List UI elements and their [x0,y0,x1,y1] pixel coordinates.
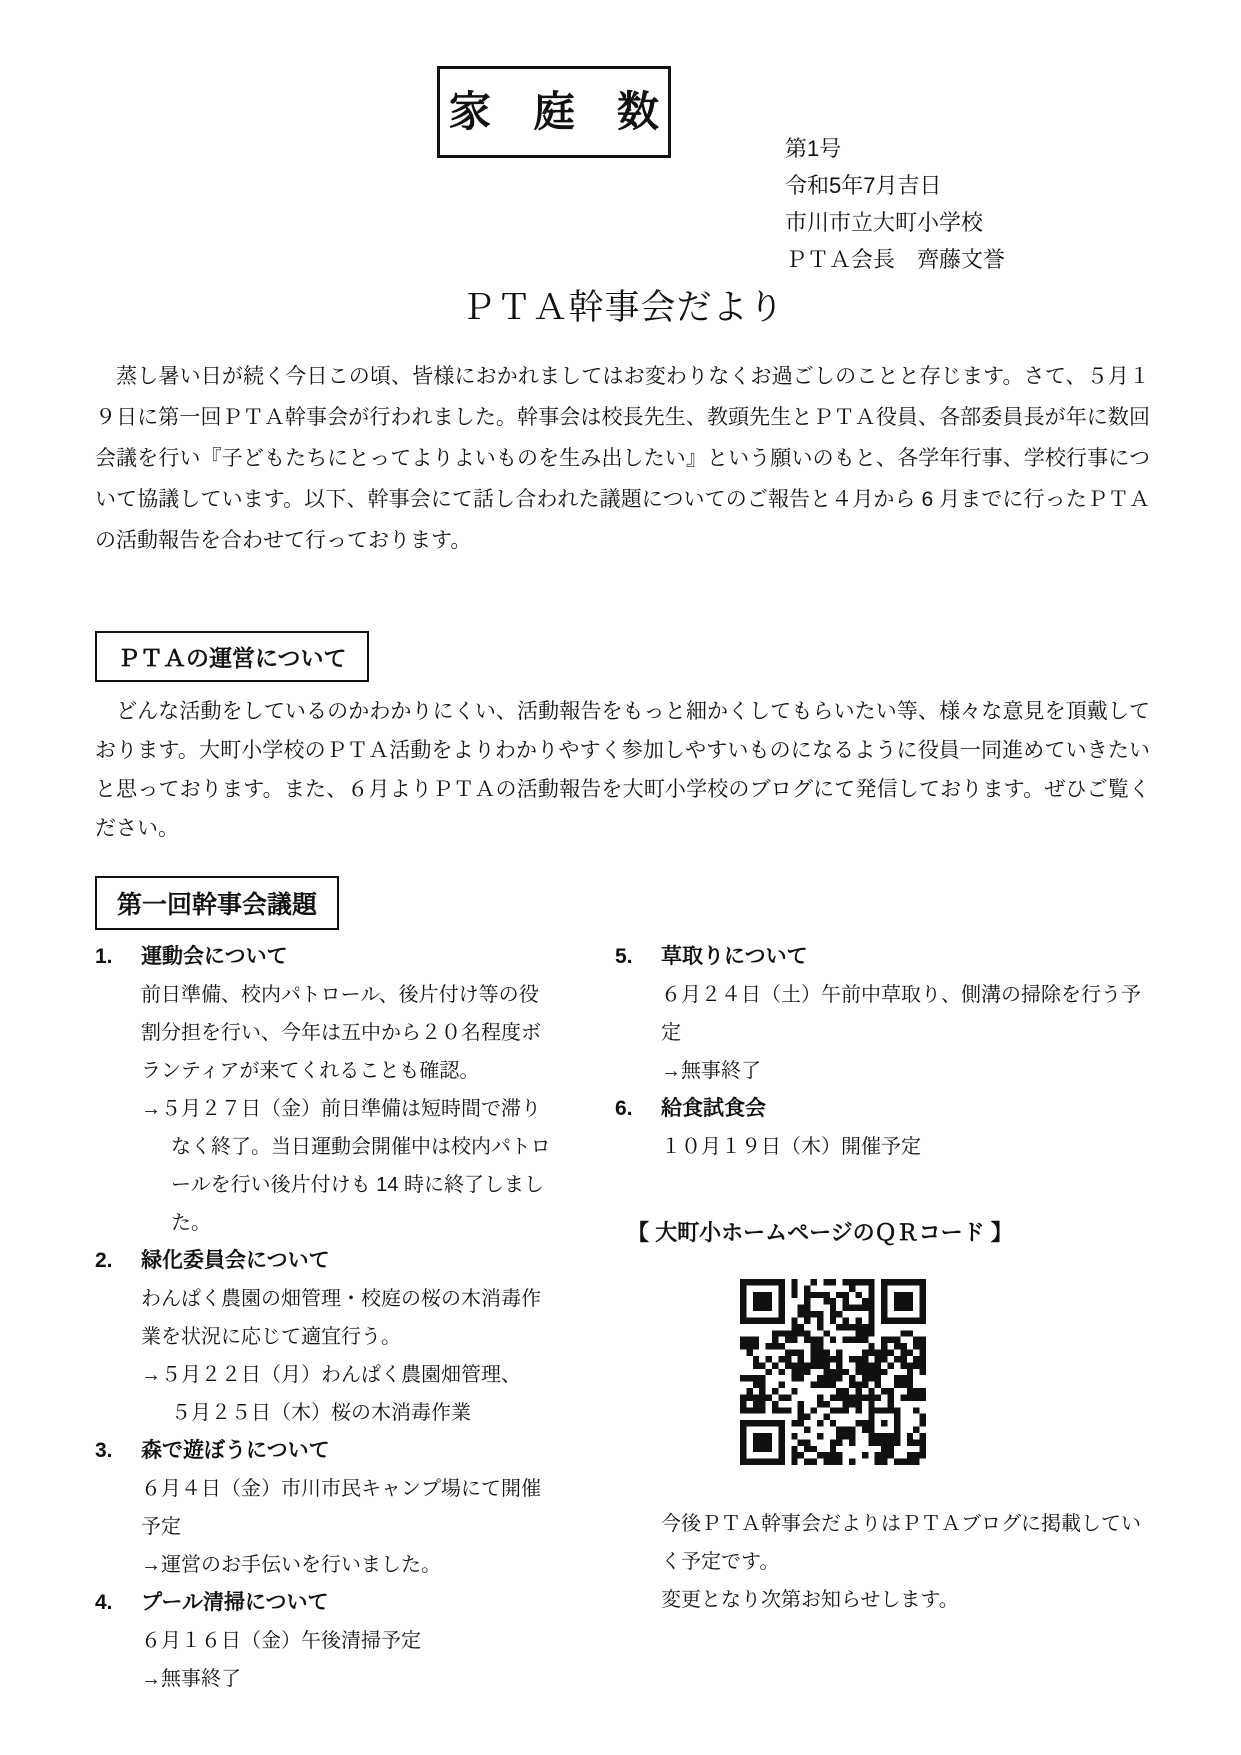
agenda-item-title: 運動会について [141,945,288,968]
distribution-label: 家 庭 数 [437,66,671,158]
school-name: 市川市立大町小学校 [785,210,984,235]
agenda-item-body: わんぱく農園の畑管理・校庭の桜の木消毒作業を状況に応じて適宜行う。 [141,1288,541,1348]
agenda-item-result: →無事終了 [141,1668,241,1690]
agenda-item-body: ６月４日（金）市川市民キャンプ場にて開催予定 [141,1478,541,1538]
agenda-item-1 [95,938,557,1242]
agenda-column-left [95,938,557,1698]
agenda-item-body: 前日準備、校内パトロール、後片付け等の役割分担を行い、今年は五中から２０名程度ボランティアが来てくれることも確認。 [141,984,541,1082]
agenda-item-head [95,1584,557,1622]
agenda-item-title: 緑化委員会について [141,1249,330,1272]
issuer-name: ＰＴＡ会長 齊藤文誉 [785,247,1006,272]
agenda-item-number: 5. [615,945,633,968]
section-heading-pta-management: ＰＴＡの運営について [95,631,369,682]
issue-date: 令和5年7月吉日 [785,173,942,198]
agenda-item-number: 1. [95,945,113,968]
page-content [95,0,1150,1698]
agenda-item-result: →５月２２日（月）わんぱく農園畑管理、 [141,1364,521,1386]
agenda-item-head [615,938,1150,976]
qr-code [740,1279,926,1465]
agenda-item-2 [95,1242,557,1432]
agenda-item-body: ６月２４日（土）午前中草取り、側溝の掃除を行う予定 [661,984,1141,1044]
intro-paragraph: 蒸し暑い日が続く今日この頃、皆様におかれましてはお変わりなくお過ごしのことと存じます。さて、５月１９日に第一回ＰＴＡ幹事会が行われました。幹事会は校長先生、教頭先生とＰＴＡ役員、各部委員長が年に数回会議を行い『子どもたちにとってよりよいものを生み出したい』という願いのもと、各学年行事、学校行事について協議しています。以下、幹事会にて話し合われた議題についてのご報告と４月から 6 月までに行ったＰＴＡの活動報告を合わせて行っております。 [95,365,1150,552]
agenda-item-head [615,1090,1150,1128]
agenda-item-result-continued: ５月２５日（木）桜の木消毒作業 [171,1402,471,1424]
qr-note-line-1: 今後ＰＴＡ幹事会だよりはＰＴＡブログに掲載していく予定です。 [661,1513,1141,1573]
agenda-item-result: →無事終了 [661,1060,761,1082]
agenda-item-3 [95,1432,557,1584]
agenda-item-result: →５月２７日（金）前日準備は短時間で滞りなく終了。当日運動会開催中は校内パトロールを行い後片付けも 14 時に終了しました。 [141,1098,551,1234]
agenda-item-title: 草取りについて [661,945,808,968]
agenda-columns [95,938,1150,1698]
agenda-item-6 [615,1090,1150,1166]
agenda-item-body: ６月１６日（金）午後清掃予定 [141,1630,421,1652]
agenda-item-head [95,1242,557,1280]
agenda-item-number: 3. [95,1439,113,1462]
agenda-item-number: 6. [615,1097,633,1120]
issue-number: 第1号 [785,136,842,161]
pta-management-body: どんな活動をしているのかわかりにくい、活動報告をもっと細かくしてもらいたい等、様々な意見を頂戴しております。大町小学校のＰＴＡ活動をよりわかりやすく参加しやすいものになるように役員一同進めていきたいと思っております。また、６月よりＰＴＡの活動報告を大町小学校のブログにて発信しております。ぜひご覧ください。 [95,700,1150,840]
agenda-item-number: 2. [95,1249,113,1272]
agenda-item-title: 森で遊ぼうについて [141,1439,330,1462]
agenda-item-head [95,1432,557,1470]
agenda-item-title: 給食試食会 [661,1097,766,1120]
agenda-item-body: １０月１９日（木）開催予定 [661,1136,921,1158]
page-title: ＰＴＡ幹事会だより [460,288,785,327]
agenda-item-title: プール清掃について [141,1591,329,1614]
agenda-item-number: 4. [95,1591,113,1614]
qr-note [661,1505,1150,1619]
agenda-item-head [95,938,557,976]
agenda-item-result: →運営のお手伝いを行いました。 [141,1554,441,1576]
agenda-item-5 [615,938,1150,1090]
section-heading-agenda: 第一回幹事会議題 [95,876,339,930]
qr-caption: 【 大町小ホームページのＱＲコード 】 [627,1220,1013,1245]
agenda-column-right [557,938,1150,1698]
qr-note-line-2: 変更となり次第お知らせします。 [661,1589,959,1611]
agenda-item-4 [95,1584,557,1698]
